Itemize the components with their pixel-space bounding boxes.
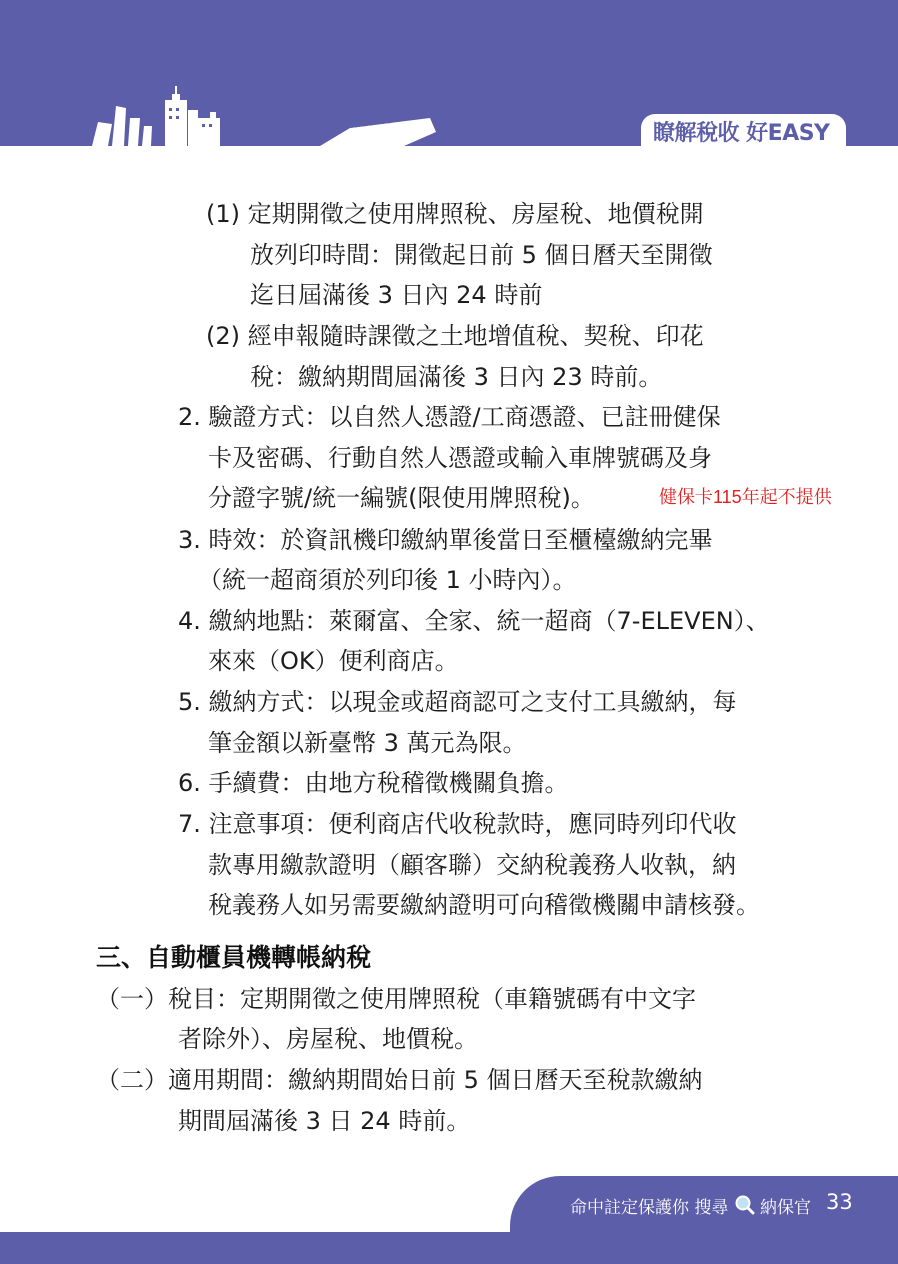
section-3-heading: 三、自動櫃員機轉帳納稅 bbox=[96, 943, 372, 972]
section-3-item-1-line-2: 者除外）、房屋稅、地價稅。 bbox=[178, 1025, 478, 1053]
city-name-label: KEELUNG bbox=[337, 114, 395, 133]
sub-item-1-line-1: (1) 定期開徵之使用牌照稅、房屋稅、地價稅開 bbox=[206, 200, 704, 228]
page-number: 33 bbox=[826, 1190, 853, 1214]
item-2-line-2: 卡及密碼、行動自然人憑證或輸入車牌號碼及身 bbox=[208, 444, 712, 472]
section-3-item-1-line-1: （一）稅目：定期開徵之使用牌照稅（車籍號碼有中文字 bbox=[96, 985, 696, 1013]
item-3-line-1: 3. 時效：於資訊機印繳納單後當日至櫃檯繳納完畢 bbox=[178, 526, 713, 554]
series-title: 瞭解稅收 好EASY bbox=[653, 121, 830, 146]
item-7-line-1: 7. 注意事項：便利商店代收稅款時，應同時列印代收 bbox=[178, 810, 737, 838]
item-2-line-3: 分證字號/統一編號(限使用牌照稅)。 bbox=[208, 484, 595, 512]
handwritten-note: 健保卡115年起不提供 bbox=[659, 487, 832, 507]
item-5-line-2: 筆金額以新臺幣 3 萬元為限。 bbox=[208, 729, 527, 757]
section-3-item-2-line-1: （二）適用期間：繳納期間始日前 5 個日曆天至稅款繳納 bbox=[96, 1066, 703, 1094]
item-7-line-2: 款專用繳款證明（顧客聯）交納稅義務人收執，納 bbox=[208, 851, 736, 879]
footer-slogan: 命中註定保護你 搜尋 bbox=[570, 1198, 729, 1218]
sub-item-1-line-2: 放列印時間：開徵起日前 5 個日曆天至開徵 bbox=[250, 241, 713, 269]
item-3-line-2: （統一超商須於列印後 1 小時內）。 bbox=[198, 566, 577, 594]
sub-item-1-line-3: 迄日屆滿後 3 日內 24 時前 bbox=[250, 281, 543, 309]
magnifier-icon bbox=[735, 1195, 755, 1215]
footer-search-term: 納保官 bbox=[760, 1198, 811, 1218]
item-4-line-1: 4. 繳納地點：萊爾富、全家、統一超商（7-ELEVEN）、 bbox=[178, 607, 770, 635]
item-2-line-1: 2. 驗證方式：以自然人憑證/工商憑證、已註冊健保 bbox=[178, 403, 721, 431]
sub-item-2-line-2: 稅：繳納期間屆滿後 3 日內 23 時前。 bbox=[250, 363, 663, 391]
item-4-line-2: 來來（OK）便利商店。 bbox=[208, 647, 459, 675]
footer-band bbox=[0, 1232, 898, 1264]
item-5-line-1: 5. 繳納方式：以現金或超商認可之支付工具繳納，每 bbox=[178, 688, 737, 716]
sub-item-2-line-1: (2) 經申報隨時課徵之土地增值稅、契稅、印花 bbox=[206, 322, 704, 350]
item-6-line-1: 6. 手續費：由地方稅稽徵機關負擔。 bbox=[178, 769, 569, 797]
section-3-item-2-line-2: 期間屆滿後 3 日 24 時前。 bbox=[178, 1107, 471, 1135]
item-7-line-3: 稅義務人如另需要繳納證明可向稽徵機關申請核發。 bbox=[208, 891, 760, 919]
